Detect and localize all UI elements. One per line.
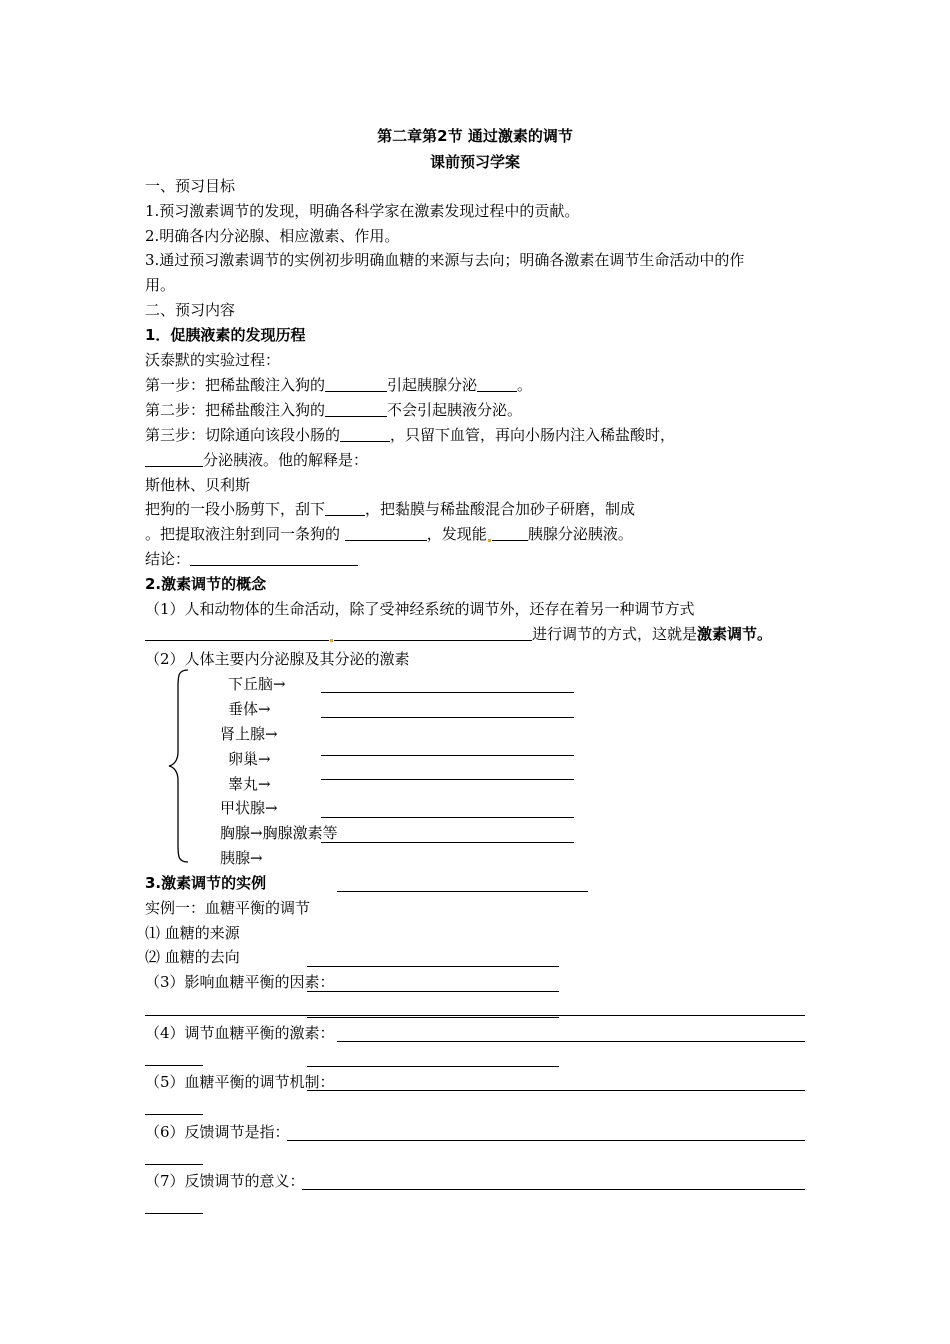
gland-thymus: 胸腺→胸腺激素等 <box>220 824 338 842</box>
page-title: 第二章第2节 通过激素的调节 <box>377 127 573 145</box>
goal-1: 1.预习激素调节的发现，明确各科学家在激素发现过程中的贡献。 <box>145 202 580 220</box>
answer-line[interactable] <box>307 991 559 992</box>
concept-q2: （2）人体主要内分泌腺及其分泌的激素 <box>145 650 410 668</box>
blank[interactable] <box>325 401 387 417</box>
answer-line[interactable] <box>321 817 574 818</box>
gland-pituitary: 垂体→ <box>228 700 271 718</box>
goal-2: 2.明确各内分泌腺、相应激素、作用。 <box>145 227 400 245</box>
page-subtitle: 课前预习学案 <box>429 153 520 171</box>
answer-line[interactable] <box>145 1065 203 1066</box>
marker-dot <box>330 639 333 642</box>
step-3: 第三步：切除通向该段小肠的 ，只留下血管，再向小肠内注入稀盐酸时， <box>145 426 676 444</box>
glucose-factors: （3）影响血糖平衡的因素： <box>145 973 335 991</box>
concept-q1: （1）人和动物体的生命活动，除了受神经系统的调节外，还存在着另一种调节方式 <box>145 600 695 618</box>
blank[interactable] <box>340 426 390 442</box>
blank[interactable] <box>345 525 427 541</box>
answer-line[interactable] <box>145 1015 805 1016</box>
blank[interactable] <box>325 500 365 516</box>
answer-line[interactable] <box>321 755 574 756</box>
feedback-definition: （6）反馈调节是指： <box>145 1123 290 1141</box>
glucose-hormones: （4）调节血糖平衡的激素： <box>145 1024 335 1042</box>
answer-line[interactable] <box>145 1213 203 1214</box>
answer-line[interactable] <box>145 1114 203 1115</box>
answer-line[interactable] <box>307 1066 559 1067</box>
step-3-cont: 分泌胰液。他的解释是： <box>145 450 368 470</box>
answer-line[interactable] <box>337 1041 805 1042</box>
gland-hypothalamus: 下丘脑→ <box>228 675 286 693</box>
experiment-line-2: 。把提取液注射到同一条狗的 ，发现能 胰腺分泌胰液。 <box>145 525 633 543</box>
blank[interactable] <box>190 550 358 566</box>
concept-q1-cont: 进行调节的方式，这就是激素调节。 <box>145 624 772 644</box>
goal-3: 3.通过预习激素调节的实例初步明确血糖的来源与去向；明确各激素在调节生命活动中的作 <box>145 251 745 269</box>
glucose-destination: ⑵ 血糖的去向 <box>145 948 240 966</box>
answer-line[interactable] <box>302 1189 805 1190</box>
answer-line[interactable] <box>287 1140 805 1141</box>
answer-line[interactable] <box>321 717 574 718</box>
goal-3-cont: 用。 <box>145 276 176 294</box>
blank[interactable] <box>492 525 528 541</box>
answer-line[interactable] <box>321 842 574 843</box>
section-2-heading: 二、预习内容 <box>145 301 236 319</box>
conclusion: 结论： <box>145 549 358 569</box>
answer-line[interactable] <box>321 779 574 780</box>
blank[interactable] <box>477 376 517 392</box>
gland-ovary: 卵巢→ <box>228 750 271 768</box>
blank[interactable] <box>145 451 203 467</box>
blank[interactable] <box>325 376 387 392</box>
feedback-significance: （7）反馈调节的意义： <box>145 1172 305 1190</box>
answer-line[interactable] <box>307 1017 559 1018</box>
step-1: 第一步：把稀盐酸注入狗的 引起胰腺分泌 。 <box>145 376 533 394</box>
part-1-title: 1．促胰液素的发现历程 <box>145 326 306 344</box>
experiment-line-1: 把狗的一段小肠剪下，刮下 ，把黏膜与稀盐酸混合加砂子研磨，制成 <box>145 500 636 518</box>
gland-thyroid: 甲状腺→ <box>220 799 278 817</box>
blank[interactable] <box>145 625 329 641</box>
part-3-title: 3.激素调节的实例 <box>145 874 267 892</box>
answer-line[interactable] <box>321 692 574 693</box>
answer-line[interactable] <box>307 1090 805 1091</box>
blank[interactable] <box>334 625 532 641</box>
part-2-title: 2.激素调节的概念 <box>145 575 267 593</box>
answer-line[interactable] <box>307 966 559 967</box>
case-1: 实例一：血糖平衡的调节 <box>145 899 311 917</box>
answer-line[interactable] <box>145 1164 203 1165</box>
section-1-heading: 一、预习目标 <box>145 177 236 195</box>
answer-line[interactable] <box>337 891 588 892</box>
glucose-source: ⑴ 血糖的来源 <box>145 924 240 942</box>
gland-pancreas: 胰腺→ <box>220 849 263 867</box>
step-2: 第二步：把稀盐酸注入狗的 不会引起胰液分泌。 <box>145 401 523 419</box>
glucose-mechanism: （5）血糖平衡的调节机制： <box>145 1073 335 1091</box>
gland-testis: 睾丸→ <box>228 775 271 793</box>
wertheimer-intro: 沃泰默的实验过程： <box>145 351 281 369</box>
marker-dot <box>488 539 491 542</box>
curly-brace-icon <box>168 668 190 864</box>
starling-bayliss: 斯他林、贝利斯 <box>145 476 251 494</box>
gland-adrenal: 肾上腺→ <box>220 725 278 743</box>
